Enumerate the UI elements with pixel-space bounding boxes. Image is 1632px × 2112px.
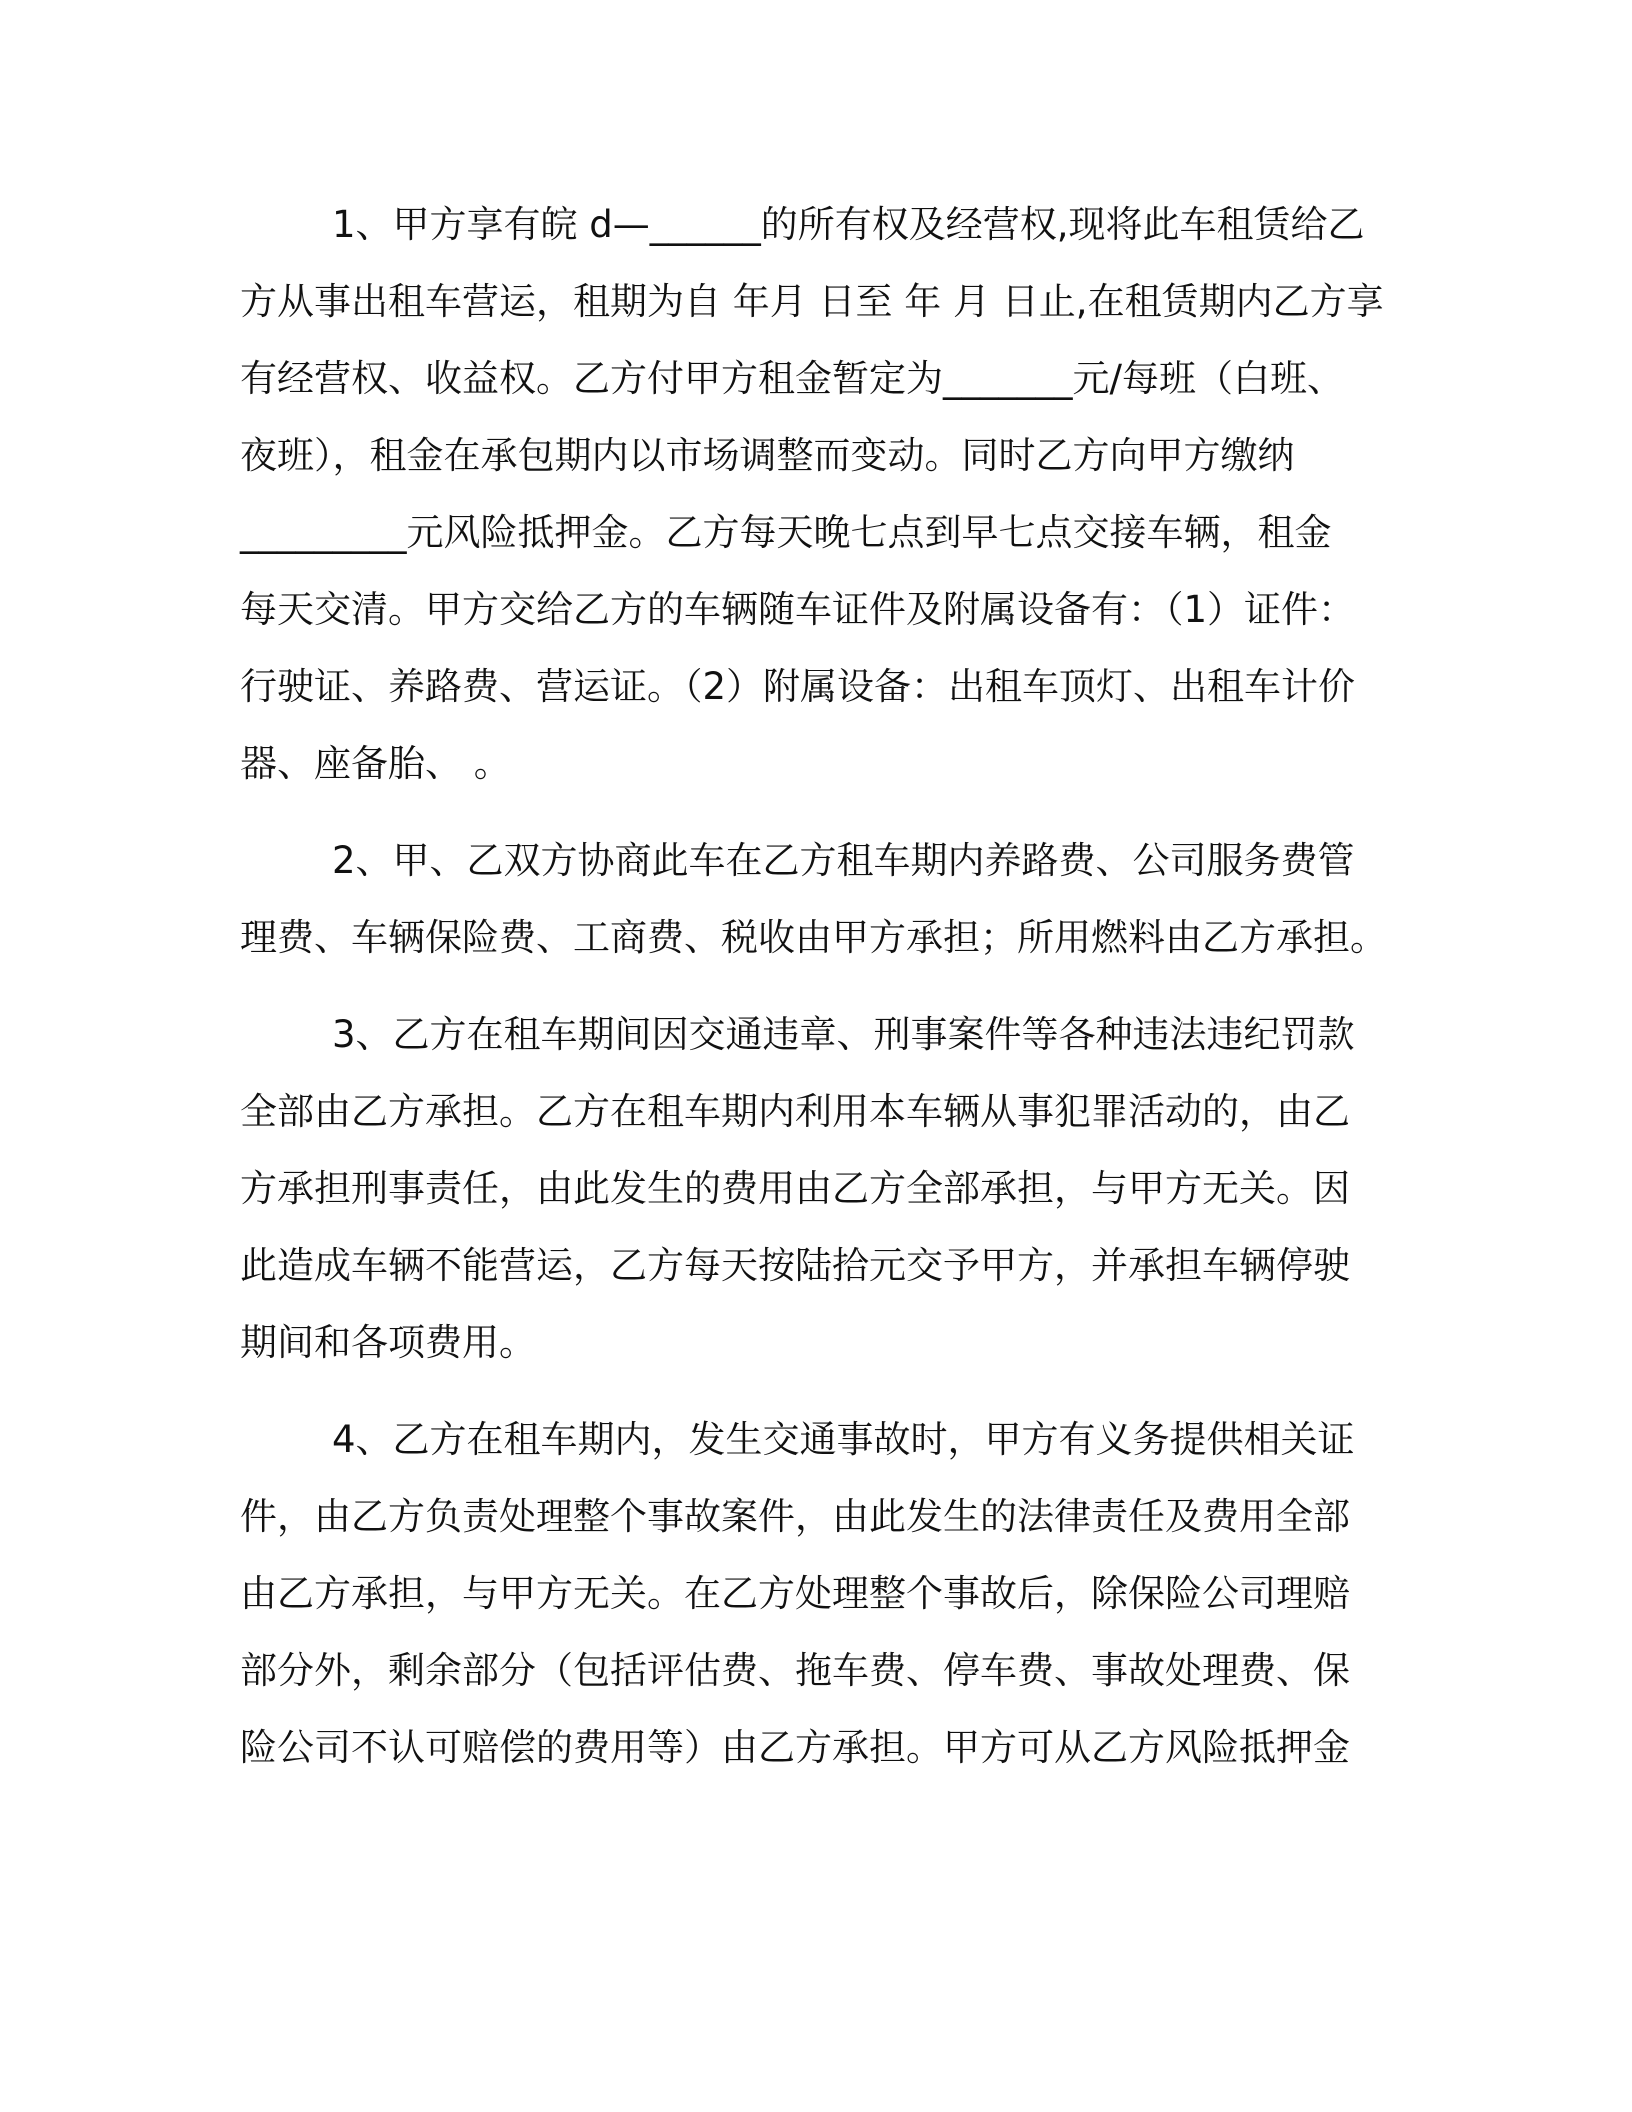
clause-2 [240, 822, 1387, 976]
clause-1-line-3: 有经营权、收益权。乙方付甲方租金暂定为_______元/每班（白班、 [240, 357, 1344, 400]
clause-3-line-1: 3、乙方在租车期间因交通违章、刑事案件等各种违法违纪罚款 [332, 1013, 1355, 1056]
clause-2-line-1: 2、甲、乙双方协商此车在乙方租车期内养路费、公司服务费管 [332, 839, 1355, 882]
clause-1-line-6: 每天交清。甲方交给乙方的车辆随车证件及附属设备有：（1）证件： [240, 588, 1356, 631]
clause-4-line-4: 部分外，剩余部分（包括评估费、拖车费、停车费、事故处理费、保 [240, 1649, 1350, 1692]
clause-1-line-7: 行驶证、养路费、营运证。（2）附属设备：出租车顶灯、出租车计价 [240, 665, 1356, 708]
clause-1-line-5: _________元风险抵押金。乙方每天晚七点到早七点交接车辆，租金 [240, 511, 1332, 554]
clause-1 [240, 186, 1384, 802]
clause-4-line-2: 件，由乙方负责处理整个事故案件，由此发生的法律责任及费用全部 [240, 1495, 1350, 1538]
clause-3-line-3: 方承担刑事责任，由此发生的费用由乙方全部承担，与甲方无关。因 [240, 1167, 1350, 1210]
contract-body [240, 186, 1387, 1806]
clause-3-line-5: 期间和各项费用。 [240, 1321, 536, 1364]
clause-2-line-2: 理费、车辆保险费、工商费、税收由甲方承担；所用燃料由乙方承担。 [240, 916, 1387, 959]
clause-1-line-2: 方从事出租车营运，租期为自 年月 日至 年 月 日止,在租赁期内乙方享 [240, 280, 1384, 323]
clause-3-line-2: 全部由乙方承担。乙方在租车期内利用本车辆从事犯罪活动的，由乙 [240, 1090, 1350, 1133]
clause-4-line-3: 由乙方承担，与甲方无关。在乙方处理整个事故后，除保险公司理赔 [240, 1572, 1350, 1615]
clause-4 [240, 1401, 1380, 1786]
clause-1-line-8: 器、座备胎、 。 [240, 742, 511, 785]
clause-1-line-1: 1、甲方享有皖 d—______的所有权及经营权,现将此车租赁给乙 [332, 203, 1365, 246]
clause-1-line-4: 夜班），租金在承包期内以市场调整而变动。同时乙方向甲方缴纳 [240, 434, 1295, 477]
clause-4-line-5: 险公司不认可赔偿的费用等）由乙方承担。甲方可从乙方风险抵押金 [240, 1726, 1350, 1769]
clause-3 [240, 996, 1380, 1381]
clause-3-line-4: 此造成车辆不能营运，乙方每天按陆拾元交予甲方，并承担车辆停驶 [240, 1244, 1350, 1287]
clause-4-line-1: 4、乙方在租车期内，发生交通事故时，甲方有义务提供相关证 [332, 1418, 1355, 1461]
